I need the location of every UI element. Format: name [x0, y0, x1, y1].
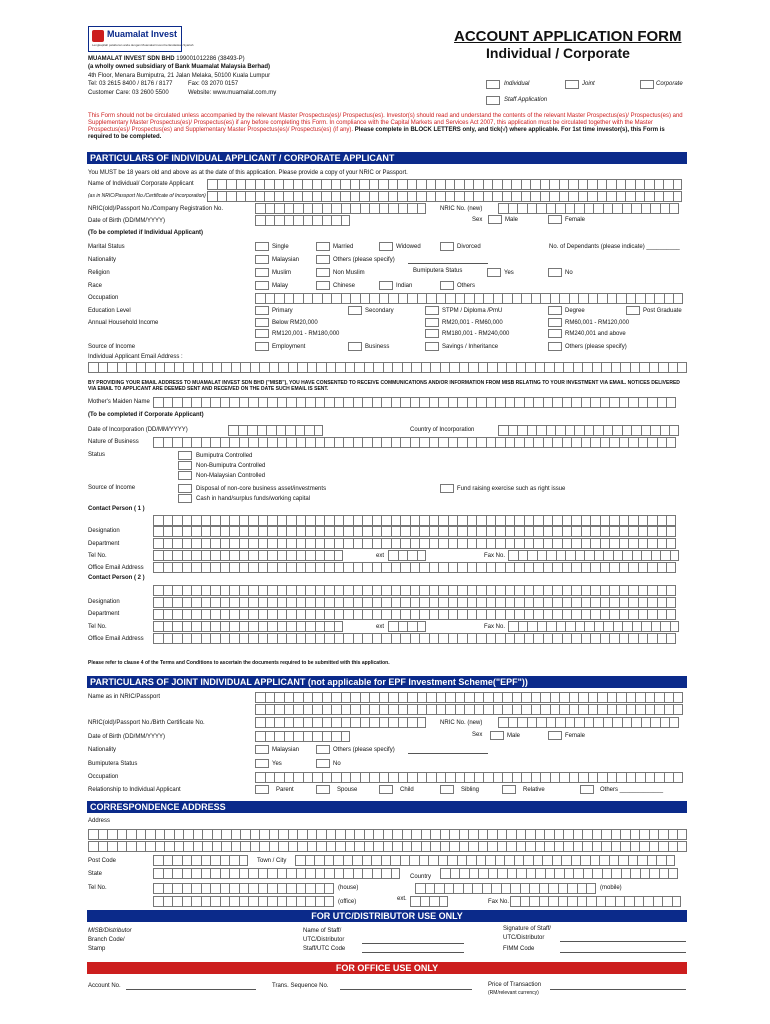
branch-label: Branch Code/: [88, 937, 125, 943]
nric-boxes[interactable]: [255, 203, 426, 214]
non-muslim-label: Non Muslim: [333, 270, 365, 276]
bumi-controlled-checkbox[interactable]: [178, 451, 192, 460]
cash-checkbox[interactable]: [178, 494, 192, 503]
name-staff-label: Name of Staff/: [303, 928, 342, 934]
country-label: Country: [410, 874, 432, 880]
staff-application-label: Staff Application: [504, 97, 548, 103]
staff-code-line[interactable]: [362, 952, 464, 953]
non-muslim-checkbox[interactable]: [316, 268, 330, 277]
postgrad-label: Post Graduate: [643, 308, 682, 314]
widowed-label: Widowed: [396, 244, 421, 250]
employment-checkbox[interactable]: [255, 342, 269, 351]
religion-label: Religion: [88, 270, 110, 276]
joint-malaysian-checkbox[interactable]: [255, 745, 269, 754]
non-malaysian-controlled-checkbox[interactable]: [178, 471, 192, 480]
postgrad-checkbox[interactable]: [626, 306, 640, 315]
nric-label: NRIC(old)/Passport No./Company Registration No.: [88, 206, 224, 212]
office-tel-boxes[interactable]: [153, 896, 334, 907]
contact-1-name-boxes[interactable]: [153, 515, 676, 526]
misb-label: MISB/Distributor: [88, 928, 132, 934]
degree-label: Degree: [565, 308, 585, 314]
contact-2-email-label: Office Email Address: [88, 636, 144, 642]
married-checkbox[interactable]: [316, 242, 330, 251]
others-relationship-label: Others _____________: [600, 787, 664, 793]
joint-female-checkbox[interactable]: [548, 731, 562, 740]
individual-checkbox[interactable]: [486, 80, 500, 89]
contact-1-heading: Contact Person ( 1 ): [88, 506, 145, 512]
bumi-yes-label: Yes: [504, 270, 514, 276]
fund-raising-checkbox[interactable]: [440, 484, 454, 493]
fund-raising-label: Fund raising exercise such as right issue: [457, 486, 566, 492]
joint-occupation-label: Occupation: [88, 774, 119, 780]
male-checkbox[interactable]: [488, 215, 502, 224]
town-label: Town / City: [257, 858, 287, 864]
single-checkbox[interactable]: [255, 242, 269, 251]
others-specify-label: Others (please specify): [333, 257, 395, 263]
stpm-checkbox[interactable]: [425, 306, 439, 315]
contact-1-ext-boxes[interactable]: [388, 550, 426, 561]
form-subtitle: Individual / Corporate: [486, 45, 630, 61]
malaysian-label: Malaysian: [272, 257, 300, 263]
savings-checkbox[interactable]: [425, 342, 439, 351]
customer-care: Customer Care: 03 2600 5500: [88, 90, 169, 96]
contact-2-email-boxes[interactable]: [153, 633, 676, 644]
joint-bumi-no-label: No: [333, 761, 341, 767]
trans-sequence-label: Trans. Sequence No.: [272, 983, 329, 989]
primary-label: Primary: [272, 308, 293, 314]
chinese-label: Chinese: [333, 283, 356, 289]
contact-2-department-boxes[interactable]: [153, 609, 676, 620]
section-distributor-header: FOR UTC/DISTRIBUTOR USE ONLY: [87, 910, 687, 922]
stamp-label: Stamp: [88, 946, 106, 952]
income-3-checkbox[interactable]: [548, 318, 562, 327]
trans-sequence-line[interactable]: [340, 989, 472, 990]
joint-malaysian-label: Malaysian: [272, 747, 300, 753]
sibling-checkbox[interactable]: [440, 785, 454, 794]
income-6-checkbox[interactable]: [548, 329, 562, 338]
contact-1-ext-label: ext: [376, 553, 385, 559]
employment-label: Employment: [272, 344, 306, 350]
bumi-yes-checkbox[interactable]: [487, 268, 501, 277]
correspondence-ext-label: ext.: [397, 896, 407, 902]
contact-1-designation-boxes[interactable]: [153, 526, 676, 537]
correspondence-fax-boxes[interactable]: [510, 896, 681, 907]
corp-source-label: Source of Income: [88, 485, 136, 491]
dependants-label: No. of Dependants (please indicate) __________: [549, 244, 680, 250]
spouse-label: Spouse: [337, 787, 358, 793]
others-source-checkbox[interactable]: [548, 342, 562, 351]
income-4-label: RM120,001 - RM180,000: [272, 331, 340, 337]
joint-sex-label: Sex: [472, 732, 483, 738]
joint-male-label: Male: [507, 733, 521, 739]
non-bumi-controlled-checkbox[interactable]: [178, 461, 192, 470]
income-2-checkbox[interactable]: [425, 318, 439, 327]
utc-distributor-label: UTC/Distributor: [303, 937, 345, 943]
child-label: Child: [400, 787, 414, 793]
company-website: Website: www.muamalat.com.my: [188, 90, 277, 96]
non-bumi-controlled-label: Non-Bumiputra Controlled: [196, 463, 266, 469]
race-label: Race: [88, 283, 103, 289]
office-label: (office): [338, 899, 357, 905]
individual-heading: (To be completed if Individual Applicant): [88, 230, 204, 236]
nature-business-boxes[interactable]: [153, 437, 676, 448]
indian-checkbox[interactable]: [379, 281, 393, 290]
stpm-label: STPM / Diploma /PmU: [442, 308, 503, 314]
marital-label: Marital Status: [88, 244, 125, 250]
divorced-checkbox[interactable]: [440, 242, 454, 251]
others-race-label: Others: [457, 283, 476, 289]
doi-boxes[interactable]: [228, 425, 323, 436]
income-6-label: RM240,001 and above: [565, 331, 626, 337]
malay-label: Malay: [272, 283, 289, 289]
applicant-name-boxes-1[interactable]: [207, 179, 682, 190]
income-5-label: RM180,001 - RM240,000: [442, 331, 510, 337]
state-label: State: [88, 871, 103, 877]
fimm-code-line[interactable]: [560, 952, 686, 953]
corporate-label: Corporate: [656, 81, 683, 87]
joint-dob-boxes[interactable]: [255, 731, 350, 742]
education-label: Education Level: [88, 308, 131, 314]
degree-checkbox[interactable]: [548, 306, 562, 315]
maiden-name-boxes[interactable]: [153, 397, 676, 408]
primary-checkbox[interactable]: [255, 306, 269, 315]
parent-checkbox[interactable]: [255, 785, 269, 794]
joint-nric-label: NRIC(old)/Passport No./Birth Certificate No.: [88, 720, 205, 726]
cash-label: Cash in hand/surplus funds/working capital: [196, 496, 311, 502]
contact-1-fax-boxes[interactable]: [508, 550, 679, 561]
malaysian-checkbox[interactable]: [255, 255, 269, 264]
female-label: Female: [565, 217, 586, 223]
correspondence-tel-label: Tel No.: [88, 885, 107, 891]
correspondence-fax-label: Fax No.: [488, 899, 510, 905]
contact-2-name-boxes[interactable]: [153, 585, 676, 596]
muslim-label: Muslim: [272, 270, 291, 276]
sibling-label: Sibling: [461, 787, 480, 793]
signature-label: Signature of Staff/: [503, 926, 551, 932]
divorced-label: Divorced: [457, 244, 481, 250]
secondary-label: Secondary: [365, 308, 394, 314]
correspondence-ext-boxes[interactable]: [410, 896, 448, 907]
income-4-checkbox[interactable]: [255, 329, 269, 338]
bumi-no-checkbox[interactable]: [548, 268, 562, 277]
others-relationship-checkbox[interactable]: [580, 785, 594, 794]
dob-label: Date of Birth (DD/MM/YYYY): [88, 218, 166, 224]
address-boxes-1[interactable]: [88, 829, 687, 840]
joint-male-checkbox[interactable]: [490, 731, 504, 740]
town-boxes[interactable]: [295, 855, 675, 866]
income-5-checkbox[interactable]: [425, 329, 439, 338]
joint-name-boxes-1[interactable]: [255, 692, 683, 703]
disposal-label: Disposal of non-core business asset/investments: [196, 486, 327, 492]
contact-1-department-label: Department: [88, 541, 120, 547]
relative-checkbox[interactable]: [502, 785, 516, 794]
contact-2-heading: Contact Person ( 2 ): [88, 575, 145, 581]
refer-clause-note: Please refer to clause 4 of the Terms and Conditions to ascertain the documents required to be submitted with this application.: [88, 660, 390, 666]
contact-1-designation-label: Designation: [88, 528, 120, 534]
country-inc-boxes[interactable]: [498, 425, 679, 436]
fimm-code-label: FIMM Code: [503, 946, 535, 952]
contact-2-tel-label: Tel No.: [88, 624, 107, 630]
country-inc-label: Country of Incorporation: [410, 427, 475, 433]
chinese-checkbox[interactable]: [316, 281, 330, 290]
joint-others-nationality-checkbox[interactable]: [316, 745, 330, 754]
income-label: Annual Household Income: [88, 320, 159, 326]
joint-bumi-yes-label: Yes: [272, 761, 282, 767]
mobile-label: (mobile): [600, 885, 622, 891]
contact-2-fax-label: Fax No.: [484, 624, 506, 630]
joint-bumi-label: Bumiputera Status: [88, 761, 138, 767]
address-label: Address: [88, 818, 111, 824]
relative-label: Relative: [523, 787, 545, 793]
source-income-label: Source of Income: [88, 344, 136, 350]
business-label: Business: [365, 344, 390, 350]
logo-tagline: Lengkapilah pelaburan anda dengan Muamalat Invest berlandaskan Syariah: [92, 43, 194, 47]
name-staff-line[interactable]: [362, 943, 464, 944]
business-checkbox[interactable]: [348, 342, 362, 351]
age-note: You MUST be 18 years old and above as at the date of this application. Please provide a copy of your NRIC or Passport.: [88, 170, 408, 176]
bumi-status-label: Bumiputera Status: [413, 268, 463, 274]
muslim-checkbox[interactable]: [255, 268, 269, 277]
contact-2-designation-boxes[interactable]: [153, 597, 676, 608]
non-malaysian-controlled-label: Non-Malaysian Controlled: [196, 473, 266, 479]
others-source-label: Others (please specify): [565, 344, 627, 350]
email-label: Individual Applicant Email Address :: [88, 354, 183, 360]
male-label: Male: [505, 217, 519, 223]
income-2-label: RM20,001 - RM60,000: [442, 320, 503, 326]
section-joint-applicant-header: PARTICULARS OF JOINT INDIVIDUAL APPLICANT (not applicable for EPF Investment Scheme("EPF")): [87, 676, 687, 688]
contact-2-ext-boxes[interactable]: [388, 621, 426, 632]
bumi-controlled-label: Bumiputra Controlled: [196, 453, 253, 459]
widowed-checkbox[interactable]: [379, 242, 393, 251]
company-tel: Tel: 03 2615 8400 / 8176 / 8177: [88, 81, 173, 87]
secondary-checkbox[interactable]: [348, 306, 362, 315]
company-address: 4th Floor, Menara Bumiputra, 21 Jalan Melaka, 50100 Kuala Lumpur: [88, 73, 271, 79]
email-consent: BY PROVIDING YOUR EMAIL ADDRESS TO MUAMALAT INVEST SDN BHD ("MISB"), YOU HAVE CONSENTED TO RECEIVE COMMUNICATIONS AND/OR INFORMATION FROM MISB RELATING TO YOUR INVESTMENT VIA EMAIL. NOTICES DELIVERED VIA EMAIL TO APPLICANT ARE DEEMED SENT AND RECEIVED ON THE DATE SUCH EMAIL IS SENT.: [88, 380, 680, 392]
contact-2-tel-boxes[interactable]: [153, 621, 343, 632]
signature-line[interactable]: [560, 941, 686, 942]
joint-dob-label: Date of Birth (DD/MM/YYYY): [88, 734, 166, 740]
bumi-no-label: No: [565, 270, 573, 276]
section-correspondence-header: CORRESPONDENCE ADDRESS: [87, 801, 687, 813]
mobile-boxes[interactable]: [415, 883, 596, 894]
others-nationality-line[interactable]: [408, 263, 488, 264]
occupation-label: Occupation: [88, 295, 119, 301]
account-no-label: Account No.: [88, 983, 121, 989]
currency-label: (RM/relevant currency): [488, 990, 539, 996]
doi-label: Date of Incorporation (DD/MM/YYYY): [88, 427, 188, 433]
nature-business-label: Nature of Business: [88, 439, 139, 445]
joint-nric-new-boxes[interactable]: [498, 717, 679, 728]
joint-name-boxes-2[interactable]: [255, 704, 683, 715]
staff-application-checkbox[interactable]: [486, 96, 500, 105]
joint-name-label: Name as in NRIC/Passport: [88, 694, 161, 700]
individual-label: Individual: [504, 81, 530, 87]
section-individual-corporate-header: PARTICULARS OF INDIVIDUAL APPLICANT / CORPORATE APPLICANT: [87, 152, 687, 164]
joint-nationality-label: Nationality: [88, 747, 117, 753]
applicant-name-note: (as in NRIC/Passport No./Certificate of Incorporation): [88, 193, 206, 199]
price-transaction-line[interactable]: [550, 989, 686, 990]
company-fax: Fax: 03 2070 0157: [188, 81, 239, 87]
others-nationality-checkbox[interactable]: [316, 255, 330, 264]
corporate-checkbox[interactable]: [640, 80, 654, 89]
applicant-name-boxes-2[interactable]: [207, 191, 682, 202]
income-1-label: Below RM20,000: [272, 320, 318, 326]
nationality-label: Nationality: [88, 257, 117, 263]
disposal-checkbox[interactable]: [178, 484, 192, 493]
female-checkbox[interactable]: [548, 215, 562, 224]
country-boxes[interactable]: [440, 868, 678, 879]
contact-2-department-label: Department: [88, 611, 120, 617]
joint-label: Joint: [582, 81, 595, 87]
maiden-name-label: Mother's Maiden Name: [88, 399, 150, 405]
signature-utc-label: UTC/Distributor: [503, 935, 545, 941]
joint-checkbox[interactable]: [565, 80, 579, 89]
joint-bumi-no-checkbox[interactable]: [316, 759, 330, 768]
sex-label: Sex: [472, 217, 483, 223]
section-office-header: FOR OFFICE USE ONLY: [87, 962, 687, 974]
company-name: MUAMALAT INVEST SDN BHD 199001012286 (38493-P): [88, 56, 245, 62]
nric-new-boxes[interactable]: [498, 203, 679, 214]
staff-code-label: Staff/UTC Code: [303, 946, 346, 952]
nric-new-label: NRIC No. (new): [440, 206, 483, 212]
contact-1-tel-boxes[interactable]: [153, 550, 343, 561]
savings-label: Savings / Inheritance: [442, 344, 499, 350]
applicant-name-label: Name of Individual/ Corporate Applicant: [88, 181, 194, 187]
relationship-label: Relationship to Individual Applicant: [88, 787, 181, 793]
indian-label: Indian: [396, 283, 413, 289]
corporate-heading: (To be completed if Corporate Applicant): [88, 412, 204, 418]
notice-paragraph: This Form should not be circulated unless accompanied by the relevant Master Prospectus(es)/ Prospectus(es). Investor(s) should read and understand the contents of the relevant Master Prospectus(es)/ Prospectus(es) and Supplementary Master Prospectus(es)/ Prospectus(es) if any before completing this Form. In compliance with the Capital Markets and Services Act 2007, this application must be circulated together with the Master Prospectus(es)/ Prospectus(es) and Supplementary Master Prospectus(es)/ Prospectus(es) (if any). Please complete in BLOCK LETTERS only, and tick(√) where applicable. For 1st time investor(s), this Form is required to be completed.: [88, 113, 683, 140]
postcode-label: Post Code: [88, 858, 117, 864]
logo-mark-icon: [92, 30, 104, 42]
income-1-checkbox[interactable]: [255, 318, 269, 327]
joint-female-label: Female: [565, 733, 586, 739]
contact-1-email-label: Office Email Address: [88, 565, 144, 571]
contact-1-tel-label: Tel No.: [88, 553, 107, 559]
company-subsidiary: (a wholly owned subsidiary of Bank Muamalat Malaysia Berhad): [88, 64, 271, 70]
joint-nric-new-label: NRIC No. (new): [440, 720, 483, 726]
house-label: (house): [338, 885, 359, 891]
spouse-checkbox[interactable]: [316, 785, 330, 794]
dob-boxes[interactable]: [255, 215, 350, 226]
parent-label: Parent: [276, 787, 294, 793]
joint-occupation-boxes[interactable]: [255, 772, 683, 783]
contact-2-ext-label: ext: [376, 624, 385, 630]
company-logo: [88, 26, 194, 52]
contact-2-fax-boxes[interactable]: [508, 621, 679, 632]
state-boxes[interactable]: [153, 868, 400, 879]
logo-text: Muamalat Invest: [107, 29, 178, 39]
others-race-checkbox[interactable]: [440, 281, 454, 290]
joint-others-nationality-line[interactable]: [408, 753, 488, 754]
house-tel-boxes[interactable]: [153, 883, 334, 894]
contact-1-email-boxes[interactable]: [153, 562, 676, 573]
malay-checkbox[interactable]: [255, 281, 269, 290]
child-checkbox[interactable]: [379, 785, 393, 794]
address-boxes-2[interactable]: [88, 841, 687, 852]
account-no-line[interactable]: [126, 989, 256, 990]
single-label: Single: [272, 244, 289, 250]
joint-bumi-yes-checkbox[interactable]: [255, 759, 269, 768]
status-label: Status: [88, 452, 106, 458]
contact-2-designation-label: Designation: [88, 599, 120, 605]
contact-1-department-boxes[interactable]: [153, 538, 676, 549]
occupation-boxes[interactable]: [255, 293, 683, 304]
joint-nric-boxes[interactable]: [255, 717, 426, 728]
joint-others-specify-label: Others (please specify): [333, 747, 395, 753]
contact-1-fax-label: Fax No.: [484, 553, 506, 559]
income-3-label: RM60,001 - RM120,000: [565, 320, 630, 326]
email-boxes[interactable]: [88, 362, 687, 373]
form-title: ACCOUNT APPLICATION FORM: [454, 28, 682, 45]
price-transaction-label: Price of Transaction: [488, 982, 542, 988]
postcode-boxes[interactable]: [153, 855, 248, 866]
married-label: Married: [333, 244, 354, 250]
